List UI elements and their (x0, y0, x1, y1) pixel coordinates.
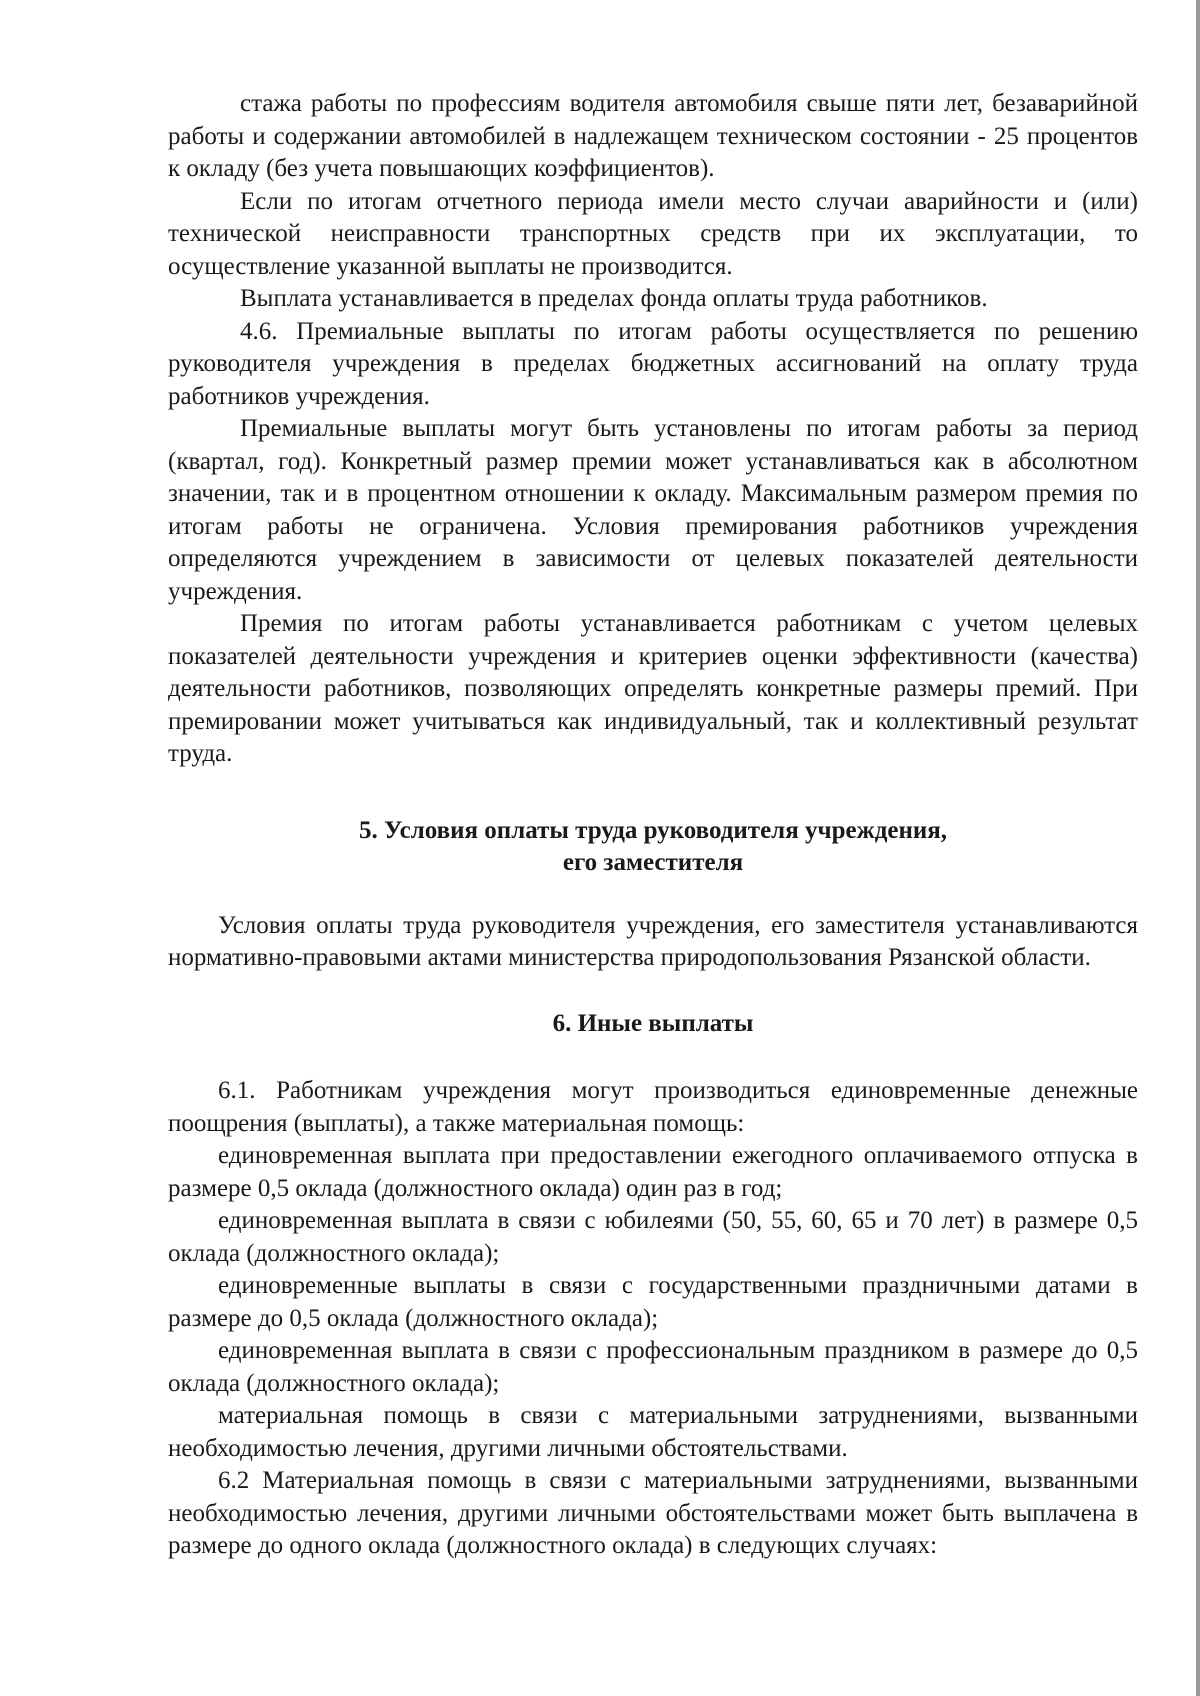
section-6-1-paragraph: 6.1. Работникам учреждения могут производиться единовременные денежные поощрения (выплаты), а также материальная помощь: (168, 1077, 1138, 1137)
paragraph-bonus-period: Премиальные выплаты могут быть установлены по итогам работы за период (квартал, год). Конкретный размер премии может устанавливаться как в абсолютном значении, так и в процентном отношении к окладу. Максимальным размером премия по итогам работы не ограничена. Условия премирования работников учреждения определяются учреждением в зависимости от целевых показателей деятельности учреждения. (168, 415, 1138, 605)
list-item-material-assistance: материальная помощь в связи с материальными затруднениями, вызванными необходимостью лечения, другими личными обстоятельствами. (168, 1402, 1138, 1462)
section-6-title: 6. Иные выплаты (552, 1009, 754, 1037)
paragraph-4-6-bonus: 4.6. Премиальные выплаты по итогам работы осуществляется по решению руководителя учреждения в пределах бюджетных ассигнований на оплату труда работников учреждения. (168, 317, 1138, 410)
list-item-professional-holiday-payment: единовременная выплата в связи с профессиональным праздником в размере до 0,5 оклада (должностного оклада); (168, 1337, 1138, 1397)
scan-edge-stripe (1196, 0, 1200, 1696)
document-page (168, 88, 1138, 1563)
section-5-text: Условия оплаты труда руководителя учреждения, его заместителя устанавливаются нормативно-правовыми актами министерства природопользования Рязанской области. (168, 911, 1138, 971)
section-5-title-line2: его заместителя (562, 849, 744, 876)
paragraph-payment-fund: Выплата устанавливается в пределах фонда оплаты труда работников. (240, 285, 988, 312)
list-item-holiday-payment: единовременные выплаты в связи с государственными праздничными датами в размере до 0,5 оклада (должностного оклада); (168, 1272, 1138, 1332)
list-item-vacation-payment: единовременная выплата при предоставлении ежегодного оплачиваемого отпуска в размере 0,5 оклада (должностного оклада) один раз в год; (168, 1142, 1138, 1202)
paragraph-driver-experience: стажа работы по профессиям водителя автомобиля свыше пяти лет, безаварийной работы и содержании автомобилей в надлежащем техническом состоянии - 25 процентов к окладу (без учета повышающих коэффициентов). (168, 90, 1138, 182)
section-6-2-paragraph: 6.2 Материальная помощь в связи с материальными затруднениями, вызванными необходимостью лечения, другими личными обстоятельствами может быть выплачена в размере до одного оклада (должностного оклада) в следующих случаях: (168, 1467, 1138, 1559)
paragraph-bonus-criteria: Премия по итогам работы устанавливается работникам с учетом целевых показателей деятельности учреждения и критериев оценки эффективности (качества) деятельности работников, позволяющих определять конкретные размеры премий. При премировании может учитываться как индивидуальный, так и коллективный результат труда. (168, 610, 1138, 767)
list-item-anniversary-payment: единовременная выплата в связи с юбилеями (50, 55, 60, 65 и 70 лет) в размере 0,5 оклада (должностного оклада); (168, 1207, 1138, 1267)
paragraph-accident-exception: Если по итогам отчетного периода имели место случаи аварийности и (или) технической неисправности транспортных средств при их эксплуатации, то осуществление указанной выплаты не производится. (168, 187, 1138, 280)
section-5-title-line1: 5. Условия оплаты труда руководителя учреждения, (358, 816, 948, 844)
